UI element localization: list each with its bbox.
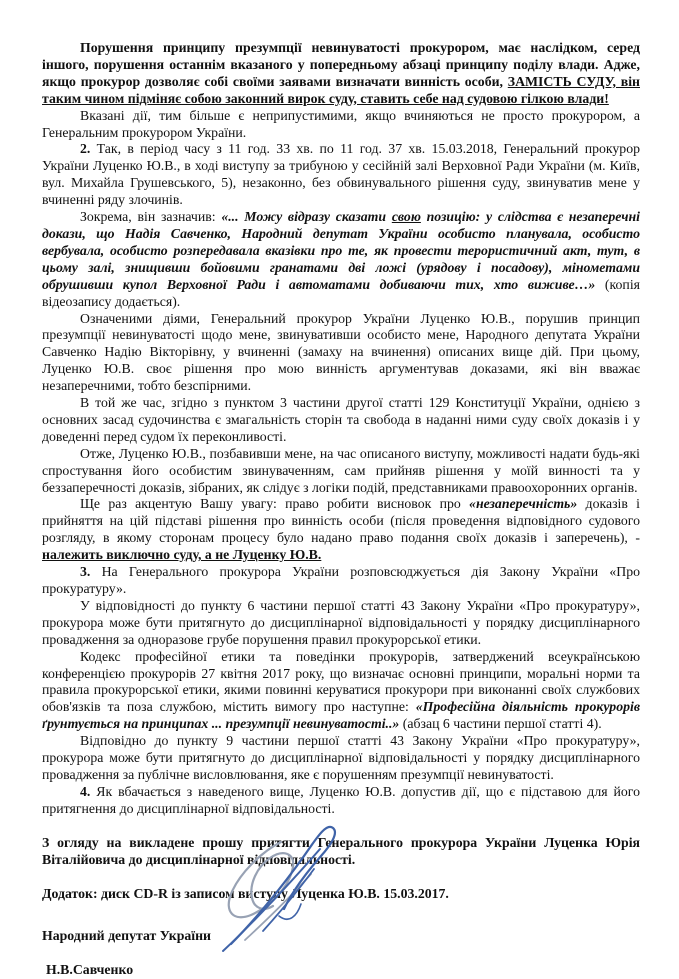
text-run: Вказані дії, тим більше є неприпустимими, якщо вчиняються не просто прокурором, а Генеральним прокурором України. [42,107,640,140]
handwritten-signature-ink [193,812,398,957]
paragraph [42,395,640,446]
paragraph [42,108,640,142]
text-run: Порушення принципу презумпції невинуватості прокурором, має наслідком, серед іншого, порушення останнім вказаного у попередньому абзаці принципу поділу влади. Адже, якщо прокурор дозволяє собі своїми заявами визначати винність особи, [42,40,640,89]
paragraph [42,496,640,564]
text-run: Означеними діями, Генеральний прокурор України Луценко Ю.В., порушив принцип презумпції невинуватості щодо мене, звинувативши особисто мене, Народного депутата України Савченко Надію Вікторівну, у вчиненні (замаху на вчинення) описаних вище дій. При цьому, Луценко Ю.В. своє рішення про мою винність аргументував доказами, які він вважає незаперечними, тобто безспірними. [42,310,640,394]
text-run: Кодекс професійної етики та поведінки прокурорів, затверджений всеукраїнською конференцією прокурорів 27 квітня 2017 року, що визначає основні принципи, моральні норми та правила прокурорської етики, якими повинні керуватися прокурори при виконанні своїх службових обов'язків та поза службою, містить вимогу про наступне: [42,648,640,715]
text-run: (абзац 6 частини першої статті 4). [399,716,602,732]
paragraph [42,141,640,209]
text-run: «Професійна діяльність прокурорів ґрунтується на принципах ... презумпції невинуватості..» [42,699,640,732]
text-run: Так, в період часу з 11 год. 33 хв. по 11 год. 37 хв. 15.03.2018, Генеральний прокурор України Луценко Ю.В., в ході виступу за трибуною у сесійній залі Верховної Ради України (м. Київ, вул. Михайла Грушевського, 5), незаконно, без обвинувального рішення суду, звинуватив мене у вчиненні ряду злочинів. [42,141,640,208]
text-run: На Генерального прокурора України розповсюджується дія Закону України «Про прокуратуру». [42,564,640,596]
paragraph [42,564,640,598]
text-run: належить виключно суду, а не Луценку Ю.В. [42,547,322,563]
text-run: 4. [80,783,91,799]
text-run: (копія відеозапису додається). [42,276,640,309]
paragraph [42,40,640,108]
text-run: Ще раз акцентую Вашу увагу: право робити висновок про [80,496,470,512]
text-run: позицію: у слідства є незаперечні докази, що Надія Савченко, Народний депутат України особисто планувала, особисто вербувала, особисто розпередавала вказівки про те, як провести терористичний акт, тут, в цьому залі, знищивши бойовими гранатами дві ложі (урядову і посадову), мінометами обрушивши купол Верховної Ради і автоматами добиваючи тих, хто виживе…» [42,209,640,292]
text-run: «незаперечність» [469,496,578,512]
text-run: Відповідно до пункту 9 частини першої статті 43 Закону України «Про прокуратуру», прокурора може бути притягнуто до дисциплінарної відповідальності у порядку дисциплінарного провадження за публічне висловлювання, яке є порушенням презумпції невинуватості. [42,733,640,782]
paragraph [42,446,640,497]
text-run: Зокрема, він зазначив: [80,209,222,225]
paragraph [42,311,640,396]
paragraph [42,598,640,649]
text-run: ЗАМІСТЬ СУДУ, він таким чином підміняє собою законний вирок суду, ставить себе над судовою гілкою влади! [42,73,640,106]
document-body [42,40,640,902]
text-run: свою [391,209,421,225]
text-run: доказів і прийняття на цій підставі рішення про винність особи (після проведення відповідного судового розгляду, в якому сторонам процесу було надано право подання своїх доказів і заперечень), - [42,496,640,546]
text-run: «... Можу відразу сказати [221,209,392,225]
signer-name: Н.В.Савченко [46,962,134,978]
signer-role: Народний депутат України [42,928,211,944]
text-run: Отже, Луценко Ю.В., позбавивши мене, на час описаного виступу, можливості надати будь-які спростування його особистим звинуваченням, сам прийняв рішення у моїй винності та у беззаперечності доказів, зібраних, як слідує з логіки подій, представниками правоохоронних органів. [42,445,640,495]
text-run: 3. [80,564,91,580]
paragraph [42,649,640,734]
paragraph [42,733,640,784]
text-run: В той же час, згідно з пунктом 3 частини другої статті 129 Конституції України, однією з основних засад судочинства є змагальність сторін та свобода в наданні ними суду своїх доказів і у доведенні перед судом їх переконливості. [42,395,640,444]
text-run: Як вбачається з наведеного вище, Луценко Ю.В. допустив дії, що є підставою для його притягнення до дисциплінарної відповідальності. [42,783,640,816]
text-run: З огляду на викладене прошу притягти Генерального прокурора України Луценка Юрія Віталійовича до дисциплінарної відповідальності. [42,834,640,867]
text-run: Додаток: диск CD-R із записом виступу Луценка Ю.В. 15.03.2017. [42,885,449,901]
paragraph [42,209,640,310]
text-run: У відповідності до пункту 6 частини першої статті 43 Закону України «Про прокуратуру», прокурора може бути притягнуто до дисциплінарної відповідальності у порядку дисциплінарного провадження за одноразове грубе порушення правил прокурорської етики. [42,597,640,647]
text-run: 2. [80,141,91,157]
